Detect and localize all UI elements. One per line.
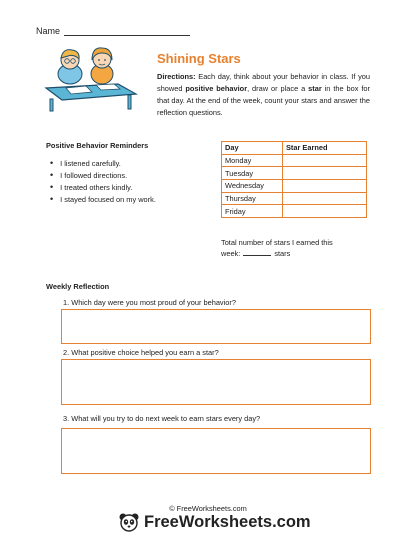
worksheet-title: Shining Stars (157, 51, 241, 66)
star-tracker-table (221, 141, 367, 218)
total-blank[interactable] (243, 249, 271, 256)
directions-label: Directions: (157, 72, 196, 81)
reminder-item: • I treated others kindly. (50, 181, 156, 193)
star-cell[interactable] (283, 167, 367, 180)
day-cell: Wednesday (222, 180, 283, 193)
star-cell[interactable] (283, 154, 367, 167)
reminder-item: • I listened carefully. (50, 157, 156, 169)
day-cell: Thursday (222, 192, 283, 205)
total-label: Total number of stars I earned this (221, 238, 333, 247)
header-day: Day (222, 142, 283, 155)
table-header-row (222, 142, 367, 155)
question-3: 3. What will you try to do next week to earn stars every day? (63, 414, 261, 423)
day-cell: Tuesday (222, 167, 283, 180)
reminders-heading: Positive Behavior Reminders (46, 141, 149, 150)
panda-logo-icon (118, 512, 140, 532)
table-row (222, 205, 367, 218)
directions-text-2: , draw or place a (247, 84, 309, 93)
question-1: 1. Which day were you most proud of your behavior? (63, 298, 236, 307)
table-row (222, 180, 367, 193)
children-drawing-illustration (40, 44, 140, 112)
day-cell: Friday (222, 205, 283, 218)
directions-text-1: Each day, think about your behavior in class. If you showed (157, 72, 370, 93)
answer-box-3[interactable] (61, 428, 371, 474)
name-row (36, 26, 190, 36)
table-row (222, 154, 367, 167)
total-stars-line (221, 237, 361, 259)
day-cell: Monday (222, 154, 283, 167)
name-input-line[interactable] (64, 27, 190, 36)
question-2: 2. What positive choice helped you earn a star? (63, 348, 219, 357)
table-row (222, 167, 367, 180)
directions-bold-1: positive behavior (185, 84, 248, 93)
reminders-list (50, 157, 156, 205)
reminder-item: • I followed directions. (50, 169, 156, 181)
answer-box-2[interactable] (61, 359, 371, 405)
star-cell[interactable] (283, 205, 367, 218)
directions-bold-2: star (308, 84, 322, 93)
directions-text-3: in the box for that day. At the end of the week, count your stars and answer the reflection questions. (157, 84, 370, 117)
answer-box-1[interactable] (61, 309, 371, 344)
footer-brand (118, 512, 311, 532)
directions-paragraph (157, 71, 370, 119)
table-row (222, 192, 367, 205)
total-suffix: stars (274, 249, 291, 258)
reminder-item: • I stayed focused on my work. (50, 193, 156, 205)
star-cell[interactable] (283, 180, 367, 193)
footer-copyright: © FreeWorksheets.com (169, 504, 247, 513)
reflection-heading: Weekly Reflection (46, 282, 110, 291)
name-label: Name (36, 26, 61, 36)
header-star-earned: Star Earned (283, 142, 367, 155)
star-cell[interactable] (283, 192, 367, 205)
footer-brand-text: FreeWorksheets.com (144, 512, 311, 531)
total-prefix: week: (221, 249, 241, 258)
